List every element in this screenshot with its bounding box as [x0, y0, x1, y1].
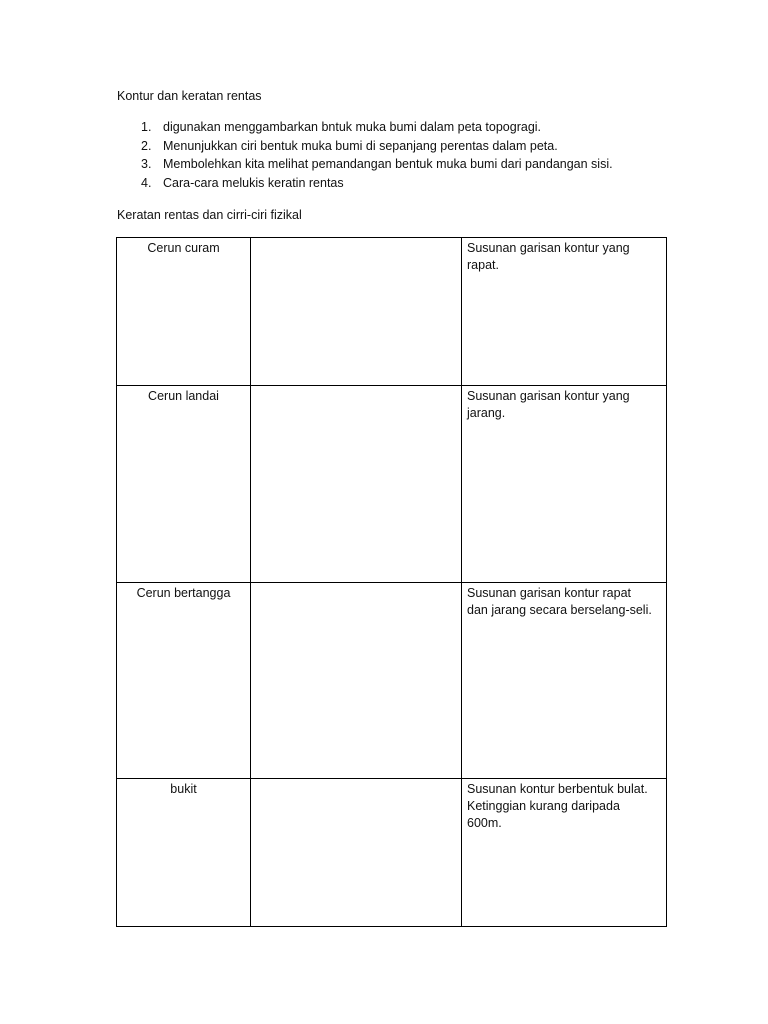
description-line: Susunan garisan kontur yang rapat.	[467, 241, 630, 272]
list-item-text: Cara-cara melukis keratin rentas	[163, 175, 344, 190]
list-item-number: 3.	[141, 157, 152, 171]
feature-name-cell: Cerun curam	[117, 238, 251, 386]
sketch-cell	[251, 779, 462, 927]
section-title: Keratan rentas dan cirri-ciri fizikal	[117, 208, 302, 222]
feature-description-cell	[462, 583, 667, 779]
table-row	[117, 238, 667, 386]
table-row	[117, 386, 667, 583]
sketch-cell	[251, 238, 462, 386]
list-item	[117, 175, 613, 194]
list-item-text: Membolehkan kita melihat pemandangan bentuk muka bumi dari pandangan sisi.	[163, 157, 613, 171]
list-item	[117, 138, 613, 157]
feature-name-cell: bukit	[117, 779, 251, 927]
page-title: Kontur dan keratan rentas	[117, 89, 262, 103]
sketch-cell	[251, 583, 462, 779]
feature-description-cell	[462, 386, 667, 583]
list-item-text: digunakan menggambarkan bntuk muka bumi dalam peta topogragi.	[163, 120, 542, 134]
description-line: Susunan garisan kontur yang jarang.	[467, 389, 630, 420]
points-list	[117, 119, 613, 193]
sketch-cell	[251, 386, 462, 583]
list-item	[117, 119, 613, 138]
list-item-number: 4.	[141, 175, 152, 190]
list-item	[117, 156, 613, 175]
table-row	[117, 583, 667, 779]
description-line: Susunan garisan kontur rapat dan jarang secara berselang-seli.	[467, 586, 652, 617]
feature-name-cell: Cerun landai	[117, 386, 251, 583]
feature-name-cell: Cerun bertangga	[117, 583, 251, 779]
table-row	[117, 779, 667, 927]
list-item-text: Menunjukkan ciri bentuk muka bumi di sepanjang perentas dalam peta.	[163, 138, 558, 153]
physical-features-table	[116, 237, 667, 927]
feature-description-cell	[462, 238, 667, 386]
list-item-number: 1.	[141, 120, 152, 134]
description-line: Susunan kontur berbentuk bulat. Ketinggian kurang daripada 600m.	[467, 782, 648, 830]
list-item-number: 2.	[141, 138, 152, 153]
feature-description-cell	[462, 779, 667, 927]
